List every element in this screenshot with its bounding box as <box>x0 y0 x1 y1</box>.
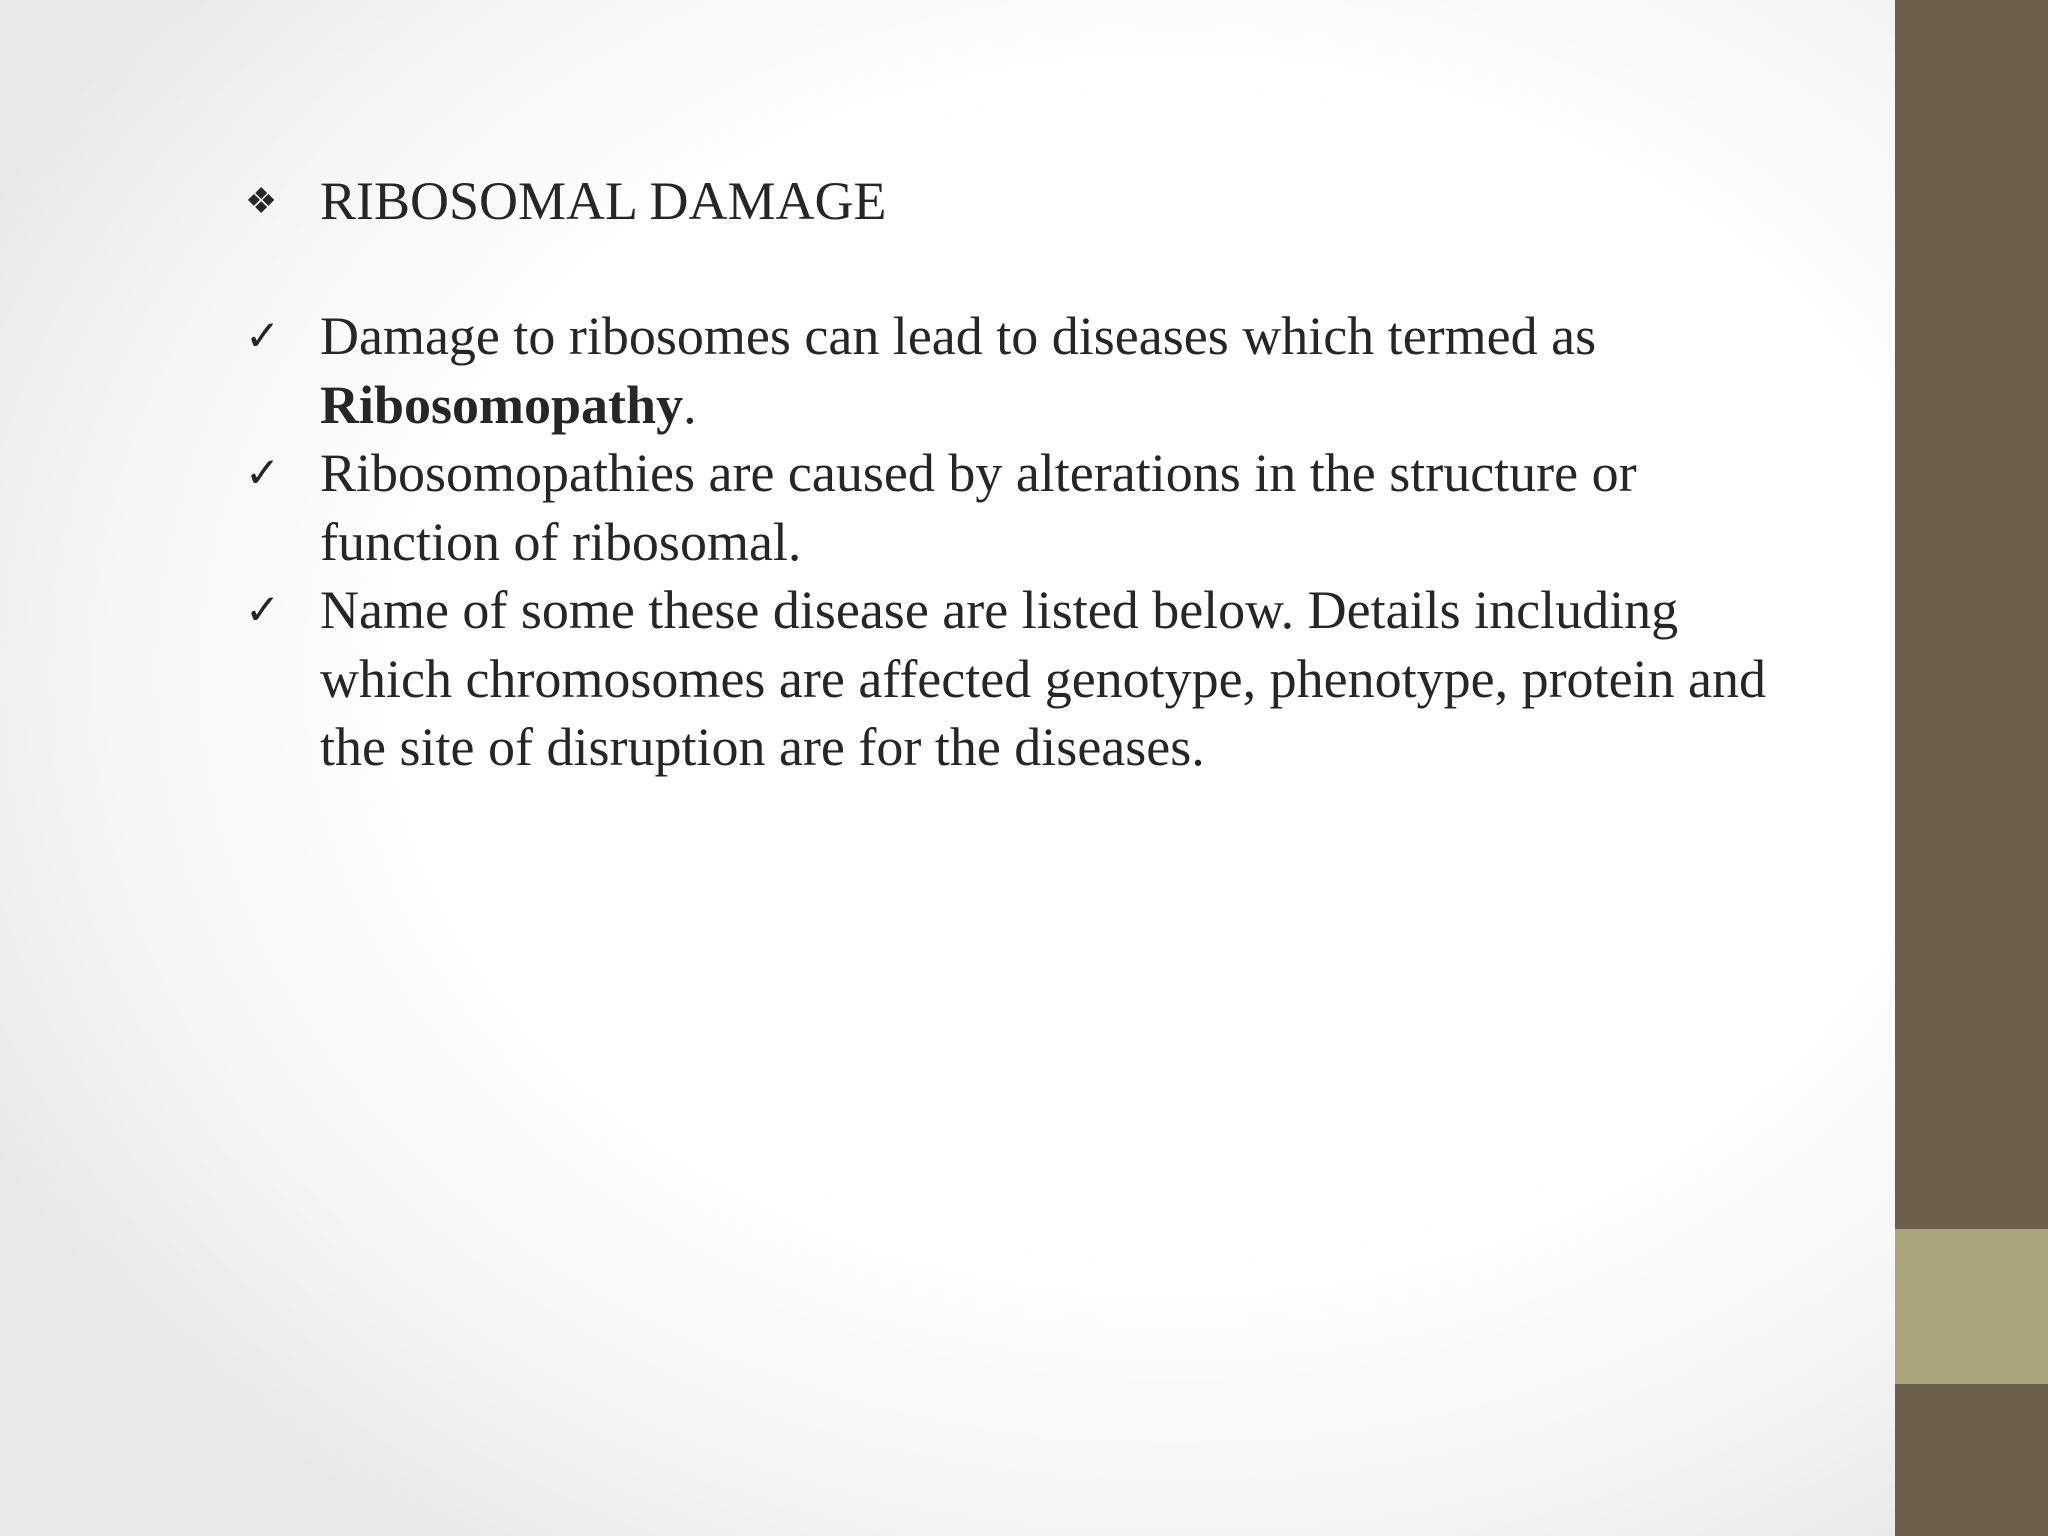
heading-text: RIBOSOMAL DAMAGE <box>320 171 887 231</box>
checkmark-icon: ✓ <box>245 448 281 497</box>
side-bar-accent <box>1895 1229 2048 1384</box>
four-diamond-bullet-icon: ❖ <box>245 181 278 221</box>
checkmark-icon: ✓ <box>245 311 281 360</box>
list-item-punctuation: . <box>683 374 697 435</box>
list-item-text: Ribosomopathies are caused by alterations in the structure or function of ribosomal. <box>320 443 1637 572</box>
slide-heading <box>245 168 887 234</box>
list-item <box>245 576 1785 782</box>
list-item-bold-term: Ribosomopathy <box>320 374 684 435</box>
list-item-text: Damage to ribosomes can lead to diseases which termed as <box>320 306 1597 366</box>
list-item <box>245 302 1785 439</box>
list-item-text: Name of some these disease are listed below. Details including which chromosomes are affected genotype, phenotype, protein and the site of disruption are for the diseases. <box>320 580 1767 777</box>
checkmark-icon: ✓ <box>245 585 281 634</box>
list-item <box>245 439 1785 576</box>
bullet-list <box>245 302 1785 782</box>
